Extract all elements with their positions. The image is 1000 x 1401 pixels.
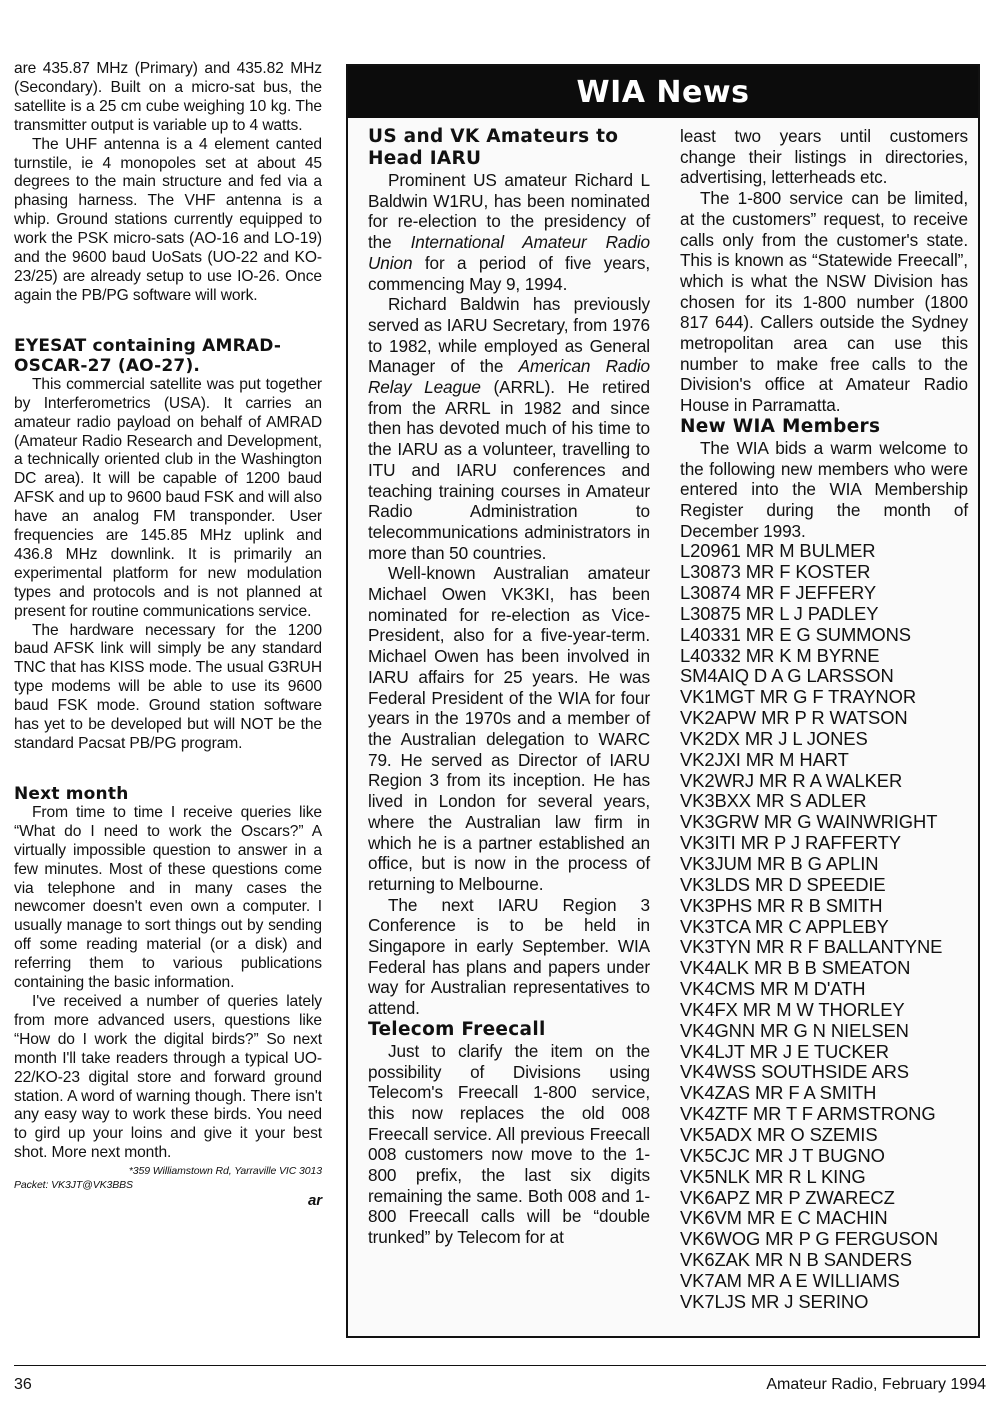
- member-entry: VK4ALK MR B B SMEATON: [680, 957, 911, 979]
- footnote-address: *359 Williamstown Rd, Yarraville VIC 3013: [128, 1165, 322, 1178]
- freecall-heading: Telecom Freecall: [368, 1018, 546, 1040]
- member-entry: L30874 MR F JEFFERY: [680, 582, 877, 604]
- wia-news-column-1: [368, 126, 650, 1313]
- member-entry: VK3BXX MR S ADLER: [680, 790, 867, 812]
- antenna-paragraph: The UHF antenna is a 4 element canted turnstile, ie 4 monopoles set at about 45 degrees to the main structure and fed via a phasing harness. The VHF antenna is a whip. Ground stations currently equipped to work the PSK micro-sats (AO-16 and LO-19) and the 9600 baud UoSats (UO-22 and KO-23/25) are already setup to use IO-26. Once again the PB/PG software will work.: [14, 135, 322, 304]
- member-entry: L20961 MR M BULMER: [680, 540, 876, 562]
- iaru-paragraph: Well-known Australian amateur Michael Owen VK3KI, has been nominated for re-election as Vice-President, also for a five-year-term. Michael Owen has been involved in IARU affairs for 25 years. He was Federal President of the WIA for four years in the 1970s and a member of the Australian delegation to WARC 79. He served as Director of IARU Region 3 from its inception. He has lived in London for several years, where the Australian law firm in which he is a partner established an office, but is now in the process of returning to Melbourne.: [368, 563, 651, 894]
- wia-news-banner: WIA News: [348, 66, 978, 118]
- member-entry: VK4FX MR M W THORLEY: [680, 998, 905, 1020]
- member-entry: VK2APW MR P R WATSON: [680, 707, 908, 729]
- member-entry: VK6WOG MR P G FERGUSON: [680, 1228, 939, 1250]
- end-mark: ar: [308, 1192, 322, 1210]
- member-entry: VK7AM MR A E WILLIAMS: [680, 1269, 900, 1291]
- author-footnote: [14, 1164, 322, 1192]
- member-entry: VK2DX MR J L JONES: [680, 727, 868, 749]
- wia-news-column-2: [680, 126, 968, 1313]
- iaru-paragraph: Prominent US amateur Richard L Baldwin W1RU, has been nominated for re-election to the presidency of the International Amateur Radio Union for a period of five years, commencing May 9, 1994.: [368, 170, 651, 294]
- iaru-paragraph: Richard Baldwin has previously served as IARU Secretary, from 1976 to 1982, while employed as General Manager of the American Radio Relay League (ARRL). He retired from the ARRL in 1982 and since then has devoted much of his time to the IARU as a volunteer, travelling to ITU and IARU conferences and teaching training courses in Amateur Radio Administration to telecommunications administrators in more than 50 countries.: [368, 294, 651, 563]
- member-entry: VK6VM MR E C MACHIN: [680, 1207, 888, 1229]
- member-entry: VK3TCA MR C APPLEBY: [680, 915, 889, 937]
- member-entry: VK3ITI MR P J RAFFERTY: [680, 832, 901, 854]
- freecall-paragraph: Just to clarify the item on the possibility of Divisions using Telecom's Freecall 1-800 service, this now replaces the old 008 Freecall service. All previous Freecall 008 customers now move to the 1-800 prefix, the last six digits remaining the same. Both 008 and 1-800 Freecall calls will be “double trunked” by Telecom for at: [368, 1040, 651, 1248]
- eyesat-heading: EYESAT containing AMRAD-OSCAR-27 (AO-27).: [14, 335, 282, 376]
- member-entry: VK4ZTF MR T F ARMSTRONG: [680, 1103, 936, 1125]
- wia-news-box: [346, 64, 980, 1338]
- member-entry: VK3LDS MR D SPEEDIE: [680, 873, 886, 895]
- member-entry: L30873 MR F KOSTER: [680, 561, 871, 583]
- next-month-heading: Next month: [14, 783, 129, 804]
- members-list: [680, 541, 968, 1312]
- footer-rule: [14, 1365, 986, 1366]
- member-entry: VK2JXI MR M HART: [680, 748, 849, 770]
- next-month-paragraph: I've received a number of queries lately from more advanced users, questions like “How do I work the digital birds?” So next month I'll take readers through a typical UO-22/KO-23 digital store and forward ground station. A word of warning though. There isn't any easy way to work these birds. You need to gird up your loins and give it your best shot. More next month.: [14, 992, 322, 1162]
- iaru-paragraph: The next IARU Region 3 Conference is to be held in Singapore in early September. WIA Federal has plans and papers under way for Australian representatives to attend.: [368, 894, 651, 1019]
- freecall-paragraph-continued: least two years until customers change their listings in directories, advertising, letterheads etc.: [680, 126, 968, 188]
- member-entry: VK4WSS SOUTHSIDE ARS: [680, 1061, 909, 1083]
- members-intro: The WIA bids a warm welcome to the following new members who were entered into the WIA Membership Register during the month of December 1993.: [680, 437, 968, 541]
- member-entry: VK4LJT MR J E TUCKER: [680, 1040, 889, 1062]
- member-entry: VK3GRW MR G WAINWRIGHT: [680, 811, 938, 833]
- member-entry: VK6APZ MR P ZWARECZ: [680, 1186, 895, 1208]
- next-month-paragraph: From time to time I receive queries like “What do I need to work the Oscars?” A virtually impossible question to answer in a few minutes. Most of these questions come via telephone and in many cases the newcomer doesn't even own a computer. I usually manage to sort things out by sending off some reading material (or a disk) and referring them to various publications containing the basic information.: [14, 803, 322, 992]
- left-column: [14, 60, 322, 1214]
- page-number: 36: [14, 1376, 32, 1393]
- member-entry: VK7LJS MR J SERINO: [680, 1290, 869, 1312]
- intro-paragraph: are 435.87 MHz (Primary) and 435.82 MHz (Secondary). Built on a micro-sat bus, the satellite is a 25 cm cube weighing 10 kg. The transmitter output is variable up to 4 watts.: [14, 60, 322, 134]
- member-entry: L40331 MR E G SUMMONS: [680, 623, 911, 645]
- publication-title: Amateur Radio, February 1994: [766, 1376, 986, 1393]
- member-entry: VK2WRJ MR R A WALKER: [680, 769, 903, 791]
- member-entry: L40332 MR K M BYRNE: [680, 644, 880, 666]
- member-entry: VK5NLK MR R L KING: [680, 1165, 866, 1187]
- member-entry: VK3PHS MR R B SMITH: [680, 894, 883, 916]
- member-entry: VK6ZAK MR N B SANDERS: [680, 1249, 912, 1271]
- member-entry: VK3TYN MR R F BALLANTYNE: [680, 936, 943, 958]
- members-heading: New WIA Members: [680, 415, 881, 437]
- member-entry: VK5CJC MR J T BUGNO: [680, 1144, 885, 1166]
- member-entry: L30875 MR L J PADLEY: [680, 602, 879, 624]
- eyesat-paragraph: This commercial satellite was put together by Interferometrics (USA). It carries an amateur radio payload on behalf of AMRAD (Amateur Radio Research and Development, a technically oriented club in the Washington DC area). It will be capable of 1200 baud AFSK and up to 9600 baud FSK and will also have an analog FM transponder. User frequencies are 145.85 MHz uplink and 436.8 MHz downlink. It is primarily an experimental platform for new modulation types and protocols and is not planned at present for routine communications service.: [14, 375, 322, 620]
- member-entry: VK4CMS MR M D'ATH: [680, 978, 866, 1000]
- member-entry: SM4AIQ D A G LARSSON: [680, 665, 894, 687]
- member-entry: VK5ADX MR O SZEMIS: [680, 1123, 878, 1145]
- eyesat-paragraph: The hardware necessary for the 1200 baud AFSK link will simply be any standard TNC that has KISS mode. The usual G3RUH type modems will be able to use its 9600 baud FSK mode. Ground station software has yet to be developed but will NOT be the standard Pacsat PB/PG program.: [14, 621, 322, 752]
- member-entry: VK3JUM MR B G APLIN: [680, 853, 879, 875]
- iaru-heading: US and VK Amateurs to Head IARU: [368, 126, 619, 169]
- member-entry: VK4GNN MR G N NIELSEN: [680, 1019, 909, 1041]
- member-entry: VK1MGT MR G F TRAYNOR: [680, 686, 916, 708]
- freecall-paragraph: The 1-800 service can be limited, at the customers” request, to receive calls only from the customer's state. This is known as “Statewide Freecall”, which is what the NSW Division has chosen for its 1-800 number (1800 817 644). Callers outside the Sydney metropolitan area can use this number to make free calls to the Division's office at Amateur Radio House in Parramatta.: [680, 188, 968, 416]
- footnote-packet: Packet: VK3JT@VK3BBS: [14, 1179, 133, 1192]
- member-entry: VK4ZAS MR F A SMITH: [680, 1082, 877, 1104]
